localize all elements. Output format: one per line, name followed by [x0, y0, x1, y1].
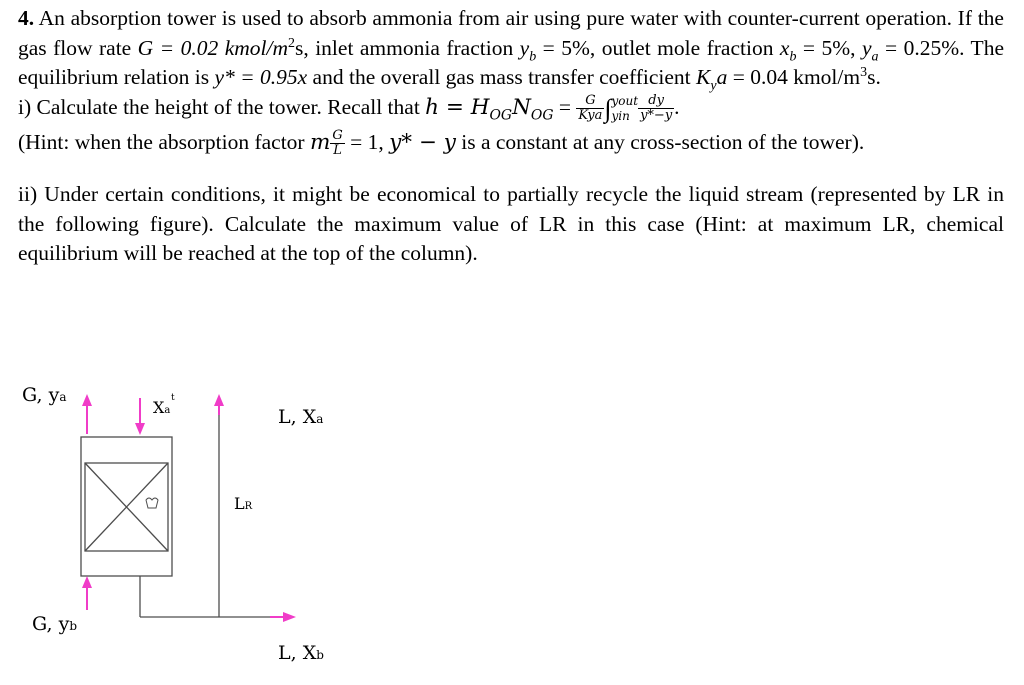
hand-cursor-icon: [146, 498, 158, 508]
subscript: a: [871, 48, 879, 64]
label-subscript: a: [316, 412, 324, 426]
equilibrium-relation: y* = 0.95x: [214, 65, 308, 89]
integral-limits: [612, 94, 639, 124]
statement-text: s.: [867, 65, 881, 89]
driving-force: y* − y: [389, 129, 456, 155]
subscript: OG: [489, 106, 513, 123]
numerator: dy: [638, 94, 674, 109]
problem-number: 4.: [18, 6, 35, 30]
problem-statement: [18, 4, 1004, 93]
tower-figure: [0, 370, 400, 680]
label-text: X: [153, 398, 165, 417]
label-text: G, y: [22, 384, 60, 406]
var-y: y: [519, 35, 530, 60]
label-subscript: R: [244, 501, 253, 512]
fraction: [638, 94, 674, 123]
var-x: x: [779, 35, 790, 60]
arrow-head: [82, 394, 92, 406]
statement-text: An absorption tower is used to absorb ammonia from air using pure water with counter-current operation. If the gas flow rate: [18, 6, 1004, 60]
numerator: G: [576, 94, 604, 109]
part-i-text: i) Calculate the height of the tower. Recall that: [18, 94, 426, 119]
subscript: OG: [530, 106, 554, 123]
upper-limit: yout: [611, 93, 639, 108]
exponent: 2: [288, 35, 295, 51]
label-subscript: b: [69, 619, 78, 633]
label-text: L: [234, 494, 245, 513]
part-ii: ii) Under certain conditions, it might be economical to partially recycle the liquid stream (represented by LR in the following figure). Calculate the maximum value of LR in this case (Hint: at maximum LR, chemical equilibrium will be reached at the top of the column).: [18, 182, 1004, 266]
arrow-head: [214, 394, 224, 406]
hint: [18, 128, 1004, 159]
var-a: a: [716, 65, 728, 89]
var-N: N: [512, 94, 531, 120]
statement-text: = 0.04 kmol/m: [727, 65, 861, 89]
label-text: L, X: [278, 406, 317, 428]
statement-text: = 0.25%. The equilibrium relation is: [18, 35, 1004, 89]
label-gas-inlet: [32, 613, 77, 635]
arrow-head: [82, 576, 92, 588]
tick-mark: t: [171, 393, 175, 403]
part-i: [18, 93, 1004, 124]
subscript: b: [789, 48, 797, 64]
hint-text: (Hint: when the absorption factor: [18, 129, 310, 154]
label-text: L, X: [278, 642, 317, 664]
hint-text: = 1,: [344, 129, 390, 154]
statement-text: and the overall gas mass transfer coefficient: [307, 65, 697, 89]
label-text: G, y: [32, 613, 70, 635]
label-liquid-inlet: [153, 398, 170, 417]
integral-sign: ∫: [604, 93, 612, 123]
var-y: y: [862, 35, 872, 60]
statement-text: = 5%,: [796, 35, 862, 60]
label-liquid-top: [278, 406, 323, 428]
exponent: 3: [860, 64, 868, 80]
hint-text: is a constant at any cross-section of the tower).: [455, 129, 865, 154]
lower-limit: yin: [611, 108, 630, 123]
denominator: y*−y: [640, 108, 673, 124]
problem-text: [18, 4, 1004, 269]
denominator: L: [333, 143, 342, 159]
label-liquid-outlet: [278, 642, 324, 664]
numerator: G: [332, 128, 343, 144]
label-subscript: b: [316, 648, 324, 662]
label-recycle-stream: [234, 494, 252, 513]
height-equation: h = H: [425, 94, 490, 120]
label-subscript: a: [59, 390, 67, 404]
subscript: y: [710, 78, 717, 94]
spacer: [18, 158, 1004, 180]
fraction: [576, 94, 604, 123]
equals-sign: =: [553, 94, 577, 119]
label-subscript: a: [164, 405, 171, 416]
statement-text: = 5%, outlet mole fraction: [536, 35, 780, 60]
period: .: [674, 94, 680, 119]
fraction: [330, 129, 344, 158]
gas-flow-rate: G = 0.02 kmol/m: [137, 35, 289, 60]
label-gas-outlet: [22, 384, 66, 406]
statement-text: s, inlet ammonia fraction: [295, 35, 520, 60]
var-m: m: [309, 129, 331, 155]
var-K: K: [696, 65, 711, 89]
arrow-head: [283, 612, 296, 622]
denominator: Kya: [578, 108, 603, 124]
arrow-head: [135, 423, 145, 435]
subscript: b: [529, 48, 537, 64]
